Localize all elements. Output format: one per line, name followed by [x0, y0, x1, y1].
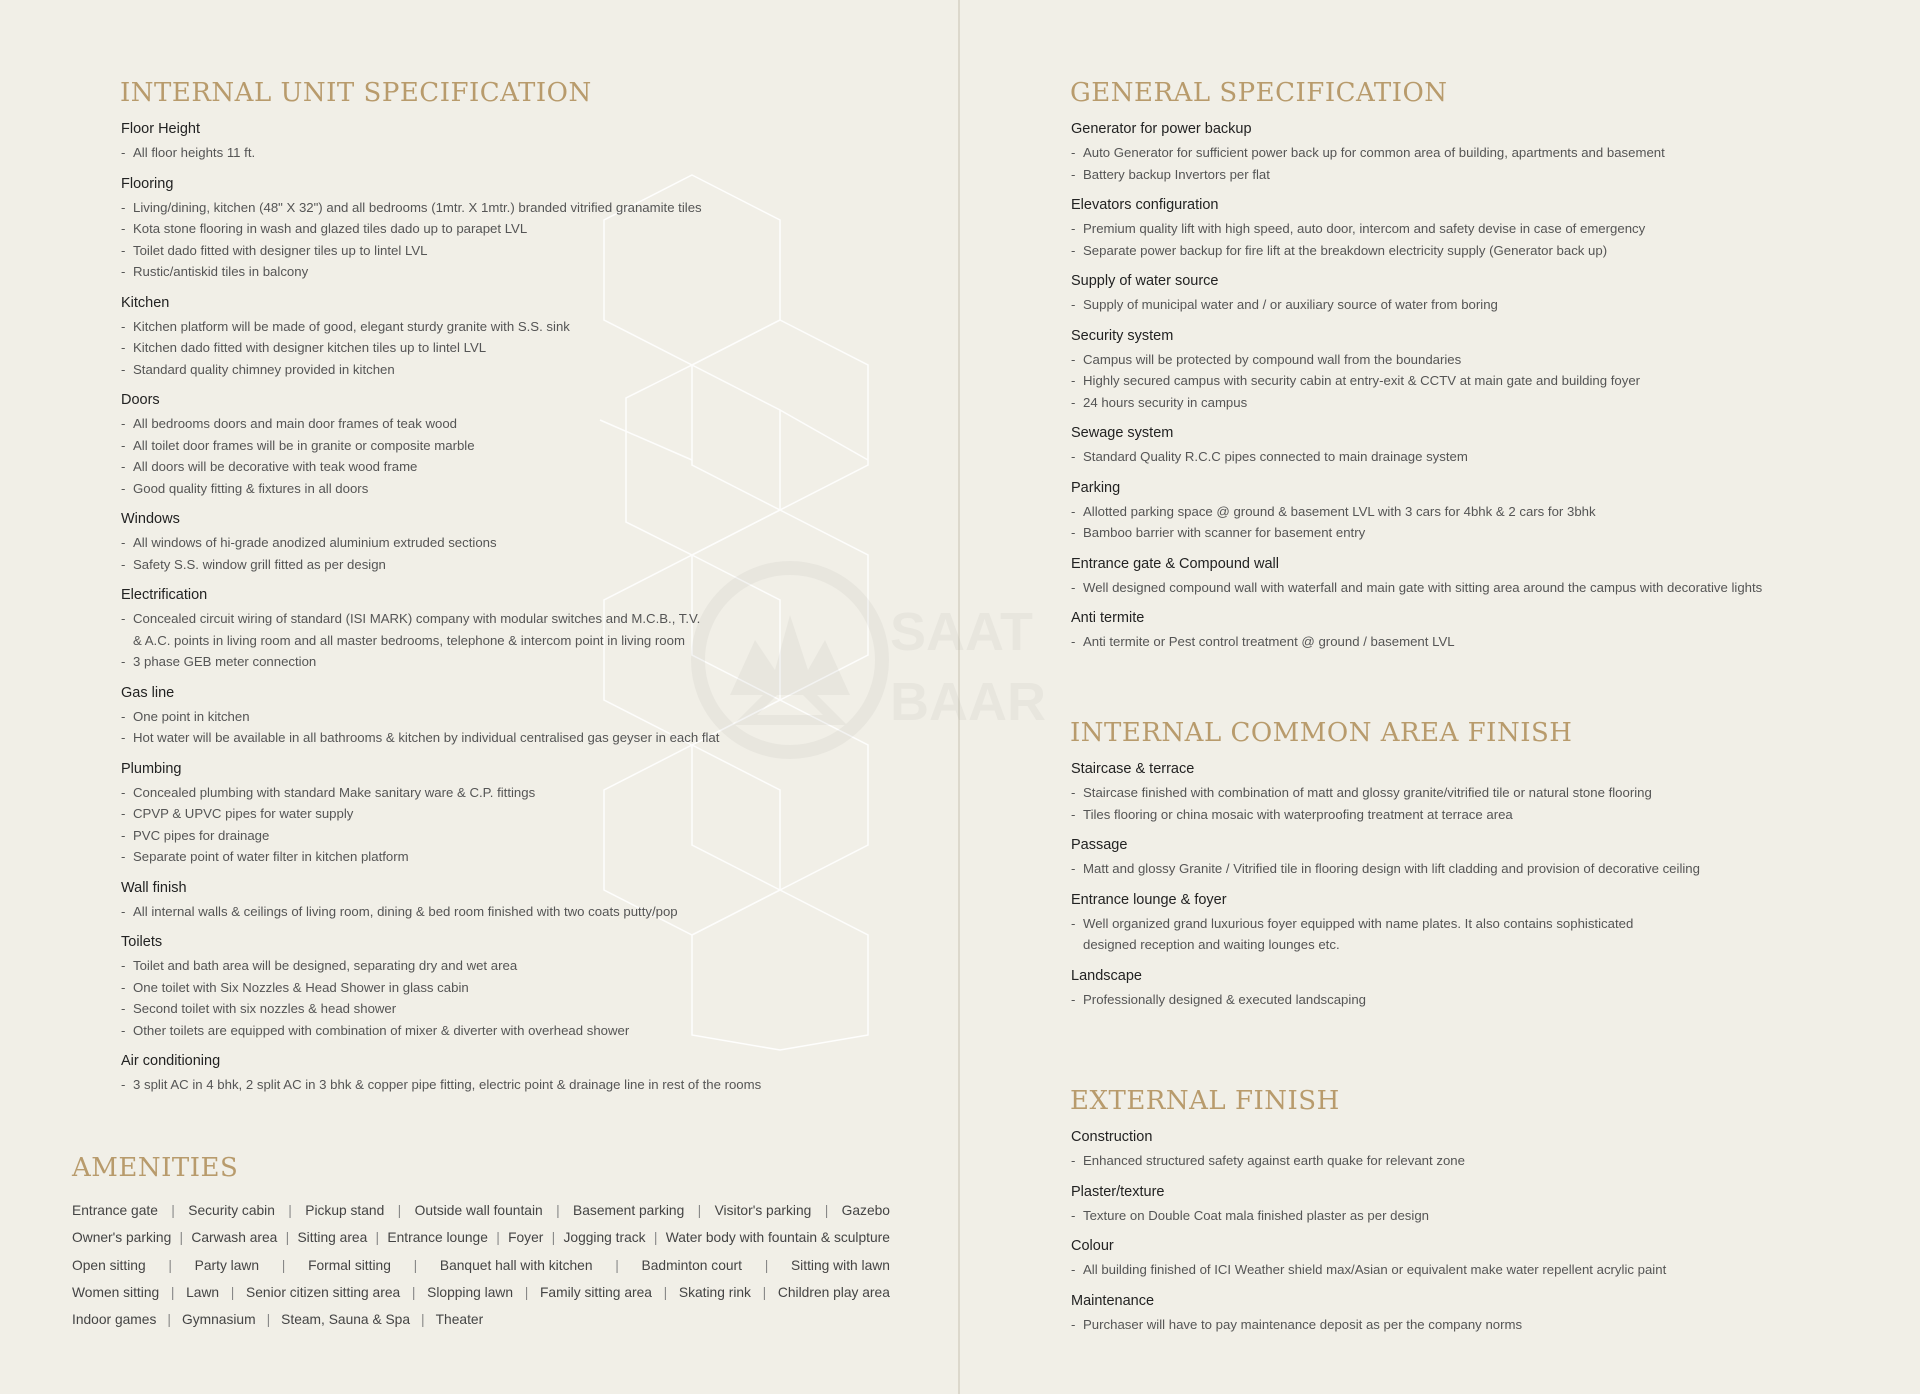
- spec-item: - All windows of hi-grade anodized aluminium extruded sections: [120, 532, 920, 554]
- spec-heading: Generator for power backup: [1071, 121, 1252, 137]
- spec-heading: Passage: [1071, 837, 1128, 853]
- external-finish-groups: [1070, 1128, 1890, 1335]
- amenity-separator: |: [551, 1230, 556, 1246]
- spec-group: [1070, 760, 1890, 825]
- spec-item: - All toilet door frames will be in granite or composite marble: [120, 435, 920, 457]
- spec-group: [1070, 1183, 1890, 1227]
- amenity-item: Sitting with lawn: [790, 1257, 890, 1273]
- spec-item: - Battery backup Invertors per flat: [1070, 164, 1890, 186]
- spec-item: - Living/dining, kitchen (48" X 32") and all bedrooms (1mtr. X 1mtr.) branded vitrified granamite tiles: [120, 197, 920, 219]
- amenity-item: Senior citizen sitting area: [246, 1284, 401, 1300]
- amenity-separator: |: [266, 1312, 271, 1328]
- common-area-groups: [1070, 760, 1890, 1010]
- spec-group: [120, 684, 920, 749]
- spec-heading: Windows: [121, 511, 180, 527]
- spec-group: [120, 760, 920, 868]
- spec-heading: Elevators configuration: [1071, 197, 1219, 213]
- spec-item: - All building finished of ICI Weather shield max/Asian or equivalent make water repellent acrylic paint: [1070, 1259, 1890, 1281]
- spec-item: - Other toilets are equipped with combination of mixer & diverter with overhead shower: [120, 1020, 920, 1042]
- spec-heading: Supply of water source: [1071, 273, 1219, 289]
- amenity-item: Open sitting: [72, 1257, 146, 1273]
- spec-group: [1070, 609, 1890, 653]
- spec-heading: Colour: [1071, 1238, 1114, 1254]
- amenity-separator: |: [411, 1284, 416, 1300]
- spec-item: - Separate power backup for fire lift at the breakdown electricity supply (Generator back up): [1070, 240, 1890, 262]
- spec-heading: Kitchen: [121, 294, 170, 311]
- amenity-separator: |: [762, 1284, 767, 1300]
- amenity-item: Badminton court: [641, 1257, 742, 1273]
- amenity-separator: |: [496, 1230, 500, 1246]
- amenity-item: Family sitting area: [539, 1284, 652, 1300]
- spec-heading: Gas line: [121, 684, 175, 701]
- amenity-item: Slopping lawn: [427, 1284, 514, 1300]
- spec-item: - Kitchen dado fitted with designer kitchen tiles up to lintel LVL: [120, 337, 920, 359]
- spec-item: - Well designed compound wall with waterfall and main gate with sitting area around the campus with decorative lights: [1070, 577, 1890, 599]
- spec-group: [1070, 196, 1890, 261]
- spec-item: - Campus will be protected by compound wall from the boundaries: [1070, 349, 1890, 371]
- spec-item: - Staircase finished with combination of matt and glossy granite/vitrified tile or natural stone flooring: [1070, 782, 1890, 804]
- amenity-separator: |: [288, 1203, 292, 1218]
- spec-item: - All floor heights 11 ft.: [120, 142, 920, 164]
- amenity-item: Water body with fountain & sculpture: [665, 1230, 890, 1246]
- spec-group: [1070, 1292, 1890, 1336]
- spec-item: - One point in kitchen: [120, 706, 920, 728]
- amenities-row: [72, 1197, 890, 1224]
- amenity-separator: |: [170, 1284, 175, 1300]
- spec-group: [120, 879, 920, 923]
- spec-group: [1070, 836, 1890, 880]
- spec-item: - Toilet and bath area will be designed, separating dry and wet area: [120, 955, 920, 977]
- spec-heading: Parking: [1071, 479, 1121, 496]
- amenity-item: Outside wall fountain: [414, 1203, 543, 1218]
- spec-item: - Kitchen platform will be made of good, elegant sturdy granite with S.S. sink: [120, 316, 920, 338]
- spec-group: [120, 120, 920, 164]
- amenities-list: [72, 1197, 890, 1333]
- amenity-item: Basement parking: [573, 1203, 685, 1218]
- spec-item: - Standard quality chimney provided in kitchen: [120, 359, 920, 381]
- spec-item-continuation: & A.C. points in living room and all master bedrooms, telephone & intercom point in living room: [133, 632, 685, 648]
- general-spec-section: [1070, 78, 1890, 664]
- amenity-separator: |: [556, 1203, 560, 1218]
- spec-heading: Plaster/texture: [1071, 1183, 1165, 1200]
- spec-item: - 24 hours security in campus: [1070, 392, 1890, 414]
- general-spec-groups: [1070, 120, 1890, 653]
- spec-group: [1070, 891, 1890, 956]
- spec-item: - Anti termite or Pest control treatment @ ground / basement LVL: [1070, 631, 1890, 653]
- spec-heading: Toilets: [121, 934, 163, 950]
- watermark-line1: SAAT: [890, 602, 1033, 662]
- amenity-item: Skating rink: [678, 1284, 751, 1300]
- amenity-separator: |: [764, 1257, 769, 1273]
- spec-heading: Plumbing: [121, 760, 182, 777]
- spec-item: - Auto Generator for sufficient power back up for common area of building, apartments and basement: [1070, 142, 1890, 164]
- external-finish-section: [1070, 1086, 1890, 1346]
- amenity-separator: |: [397, 1203, 402, 1218]
- spec-item: - CPVP & UPVC pipes for water supply: [120, 803, 920, 825]
- amenity-item: Foyer: [508, 1230, 544, 1246]
- spec-item: - Concealed circuit wiring of standard (ISI MARK) company with modular switches and M.C.B., T.V.: [120, 608, 920, 630]
- spec-item: - Allotted parking space @ ground & basement LVL with 3 cars for 4bhk & 2 cars for 3bhk: [1070, 501, 1890, 523]
- common-area-title: INTERNAL COMMON AREA FINISH: [1070, 718, 1573, 748]
- internal-unit-groups: [120, 120, 920, 1096]
- spec-group: [120, 391, 920, 499]
- spec-heading: Air conditioning: [121, 1053, 221, 1069]
- amenity-item: Pickup stand: [305, 1203, 385, 1218]
- amenity-separator: |: [697, 1203, 702, 1218]
- spec-item: - PVC pipes for drainage: [120, 825, 920, 847]
- amenity-item: Women sitting: [72, 1284, 160, 1300]
- spec-item: - All bedrooms doors and main door frames of teak wood: [120, 413, 920, 435]
- general-spec-title: GENERAL SPECIFICATION: [1070, 78, 1448, 108]
- spec-item: - All internal walls & ceilings of living room, dining & bed room finished with two coats putty/pop: [120, 901, 920, 923]
- spec-item: - Good quality fitting & fixtures in all doors: [120, 478, 920, 500]
- amenity-item: Lawn: [186, 1284, 220, 1300]
- spec-heading: Construction: [1071, 1129, 1153, 1145]
- amenity-item: Carwash area: [191, 1230, 278, 1246]
- spec-heading: Sewage system: [1071, 425, 1174, 441]
- amenities-row: [72, 1224, 890, 1251]
- amenity-separator: |: [824, 1203, 829, 1218]
- internal-unit-title: INTERNAL UNIT SPECIFICATION: [120, 78, 592, 108]
- spec-heading: Electrification: [121, 587, 208, 603]
- amenity-item: Children play area: [777, 1284, 890, 1300]
- amenities-section: [72, 1153, 890, 1333]
- amenities-row: [72, 1252, 890, 1279]
- spec-group: [120, 175, 920, 283]
- amenity-item: Theater: [435, 1312, 484, 1328]
- amenity-separator: |: [167, 1312, 171, 1328]
- spec-heading: Entrance lounge & foyer: [1071, 891, 1227, 908]
- spec-item-continuation: designed reception and waiting lounges etc.: [1083, 937, 1340, 952]
- spec-group: [120, 933, 920, 1041]
- spec-group: [1070, 555, 1890, 599]
- spec-group: [1070, 1237, 1890, 1281]
- amenity-separator: |: [375, 1230, 380, 1246]
- spec-item: - Concealed plumbing with standard Make sanitary ware & C.P. fittings: [120, 782, 920, 804]
- spec-heading: Landscape: [1071, 967, 1142, 984]
- spec-group: [1070, 327, 1890, 414]
- spec-heading: Anti termite: [1071, 610, 1145, 626]
- spec-group: [120, 586, 920, 673]
- amenity-separator: |: [281, 1257, 286, 1273]
- spec-item: - Matt and glossy Granite / Vitrified tile in flooring design with lift cladding and provision of decorative ceiling: [1070, 858, 1890, 880]
- amenity-item: Security cabin: [188, 1203, 275, 1218]
- spec-item: - Bamboo barrier with scanner for basement entry: [1070, 522, 1890, 544]
- amenity-item: Entrance lounge: [387, 1230, 488, 1246]
- external-finish-title: EXTERNAL FINISH: [1070, 1086, 1340, 1116]
- spec-group: [120, 294, 920, 381]
- amenity-separator: |: [179, 1230, 184, 1246]
- spec-group: [120, 510, 920, 575]
- spec-item: - Kota stone flooring in wash and glazed tiles dado up to parapet LVL: [120, 218, 920, 240]
- amenity-separator: |: [168, 1257, 172, 1273]
- spec-item: - Supply of municipal water and / or auxiliary source of water from boring: [1070, 294, 1890, 316]
- amenity-item: Gazebo: [841, 1203, 890, 1218]
- spec-heading: Maintenance: [1071, 1292, 1155, 1309]
- spec-group: [1070, 272, 1890, 316]
- amenity-item: Jogging track: [563, 1230, 646, 1246]
- amenity-separator: |: [413, 1257, 418, 1273]
- spec-item: - Safety S.S. window grill fitted as per design: [120, 554, 920, 576]
- spec-item: - Premium quality lift with high speed, auto door, intercom and safety devise in case of emergency: [1070, 218, 1890, 240]
- spec-heading: Wall finish: [121, 879, 187, 896]
- amenity-separator: |: [285, 1230, 290, 1246]
- amenity-separator: |: [524, 1284, 529, 1300]
- spec-group: [1070, 424, 1890, 468]
- amenity-item: Indoor games: [72, 1312, 157, 1328]
- spec-group: [120, 1052, 920, 1096]
- amenity-separator: |: [230, 1284, 235, 1300]
- amenities-row: [72, 1279, 890, 1306]
- amenities-title: AMENITIES: [72, 1153, 239, 1183]
- spec-item: - 3 phase GEB meter connection: [120, 651, 920, 673]
- spec-item: - Well organized grand luxurious foyer equipped with name plates. It also contains sophisticated: [1070, 913, 1890, 935]
- spec-heading: Floor Height: [121, 121, 200, 137]
- amenity-item: Formal sitting: [308, 1257, 391, 1273]
- spec-item: - Hot water will be available in all bathrooms & kitchen by individual centralised gas geyser in each flat: [120, 727, 920, 749]
- spec-item: - Rustic/antiskid tiles in balcony: [120, 261, 920, 283]
- spec-heading: Flooring: [121, 175, 174, 192]
- spec-group: [1070, 1128, 1890, 1172]
- amenity-separator: |: [663, 1284, 668, 1300]
- internal-unit-section: [120, 78, 920, 1107]
- spec-heading: Security system: [1071, 327, 1174, 344]
- spec-group: [1070, 967, 1890, 1011]
- spec-item: - Separate point of water filter in kitchen platform: [120, 846, 920, 868]
- amenity-item: Gymnasium: [181, 1312, 256, 1328]
- spec-heading: Staircase & terrace: [1071, 761, 1195, 777]
- amenity-item: Entrance gate: [72, 1203, 158, 1218]
- spec-item: - Tiles flooring or china mosaic with waterproofing treatment at terrace area: [1070, 804, 1890, 826]
- spec-item: - Purchaser will have to pay maintenance deposit as per the company norms: [1070, 1314, 1890, 1336]
- spec-item: - Professionally designed & executed landscaping: [1070, 989, 1890, 1011]
- amenity-separator: |: [171, 1203, 175, 1218]
- amenity-separator: |: [421, 1312, 425, 1328]
- spec-item: - Texture on Double Coat mala finished plaster as per design: [1070, 1205, 1890, 1227]
- spec-item: - Second toilet with six nozzles & head shower: [120, 998, 920, 1020]
- spec-group: [1070, 479, 1890, 544]
- watermark-line2: BAAR: [890, 672, 1046, 732]
- amenity-item: Sitting area: [297, 1230, 368, 1246]
- spec-item: - Enhanced structured safety against earth quake for relevant zone: [1070, 1150, 1890, 1172]
- amenity-item: Owner's parking: [72, 1230, 172, 1246]
- amenities-row: [72, 1306, 890, 1333]
- amenity-item: Steam, Sauna & Spa: [281, 1312, 411, 1328]
- spec-group: [1070, 120, 1890, 185]
- amenity-separator: |: [615, 1257, 619, 1273]
- spec-item: - 3 split AC in 4 bhk, 2 split AC in 3 bhk & copper pipe fitting, electric point & drainage line in rest of the rooms: [120, 1074, 920, 1096]
- amenity-item: Visitor's parking: [714, 1203, 812, 1218]
- common-area-section: [1070, 718, 1890, 1021]
- spec-item: - Standard Quality R.C.C pipes connected to main drainage system: [1070, 446, 1890, 468]
- spec-heading: Doors: [121, 392, 160, 408]
- amenity-item: Banquet hall with kitchen: [439, 1257, 593, 1273]
- spec-item: - One toilet with Six Nozzles & Head Shower in glass cabin: [120, 977, 920, 999]
- spec-item: - Highly secured campus with security cabin at entry-exit & CCTV at main gate and building foyer: [1070, 370, 1890, 392]
- spec-heading: Entrance gate & Compound wall: [1071, 555, 1279, 572]
- spec-item: - All doors will be decorative with teak wood frame: [120, 456, 920, 478]
- spec-item: - Toilet dado fitted with designer tiles up to lintel LVL: [120, 240, 920, 262]
- amenity-separator: |: [653, 1230, 658, 1246]
- amenity-item: Party lawn: [194, 1257, 260, 1273]
